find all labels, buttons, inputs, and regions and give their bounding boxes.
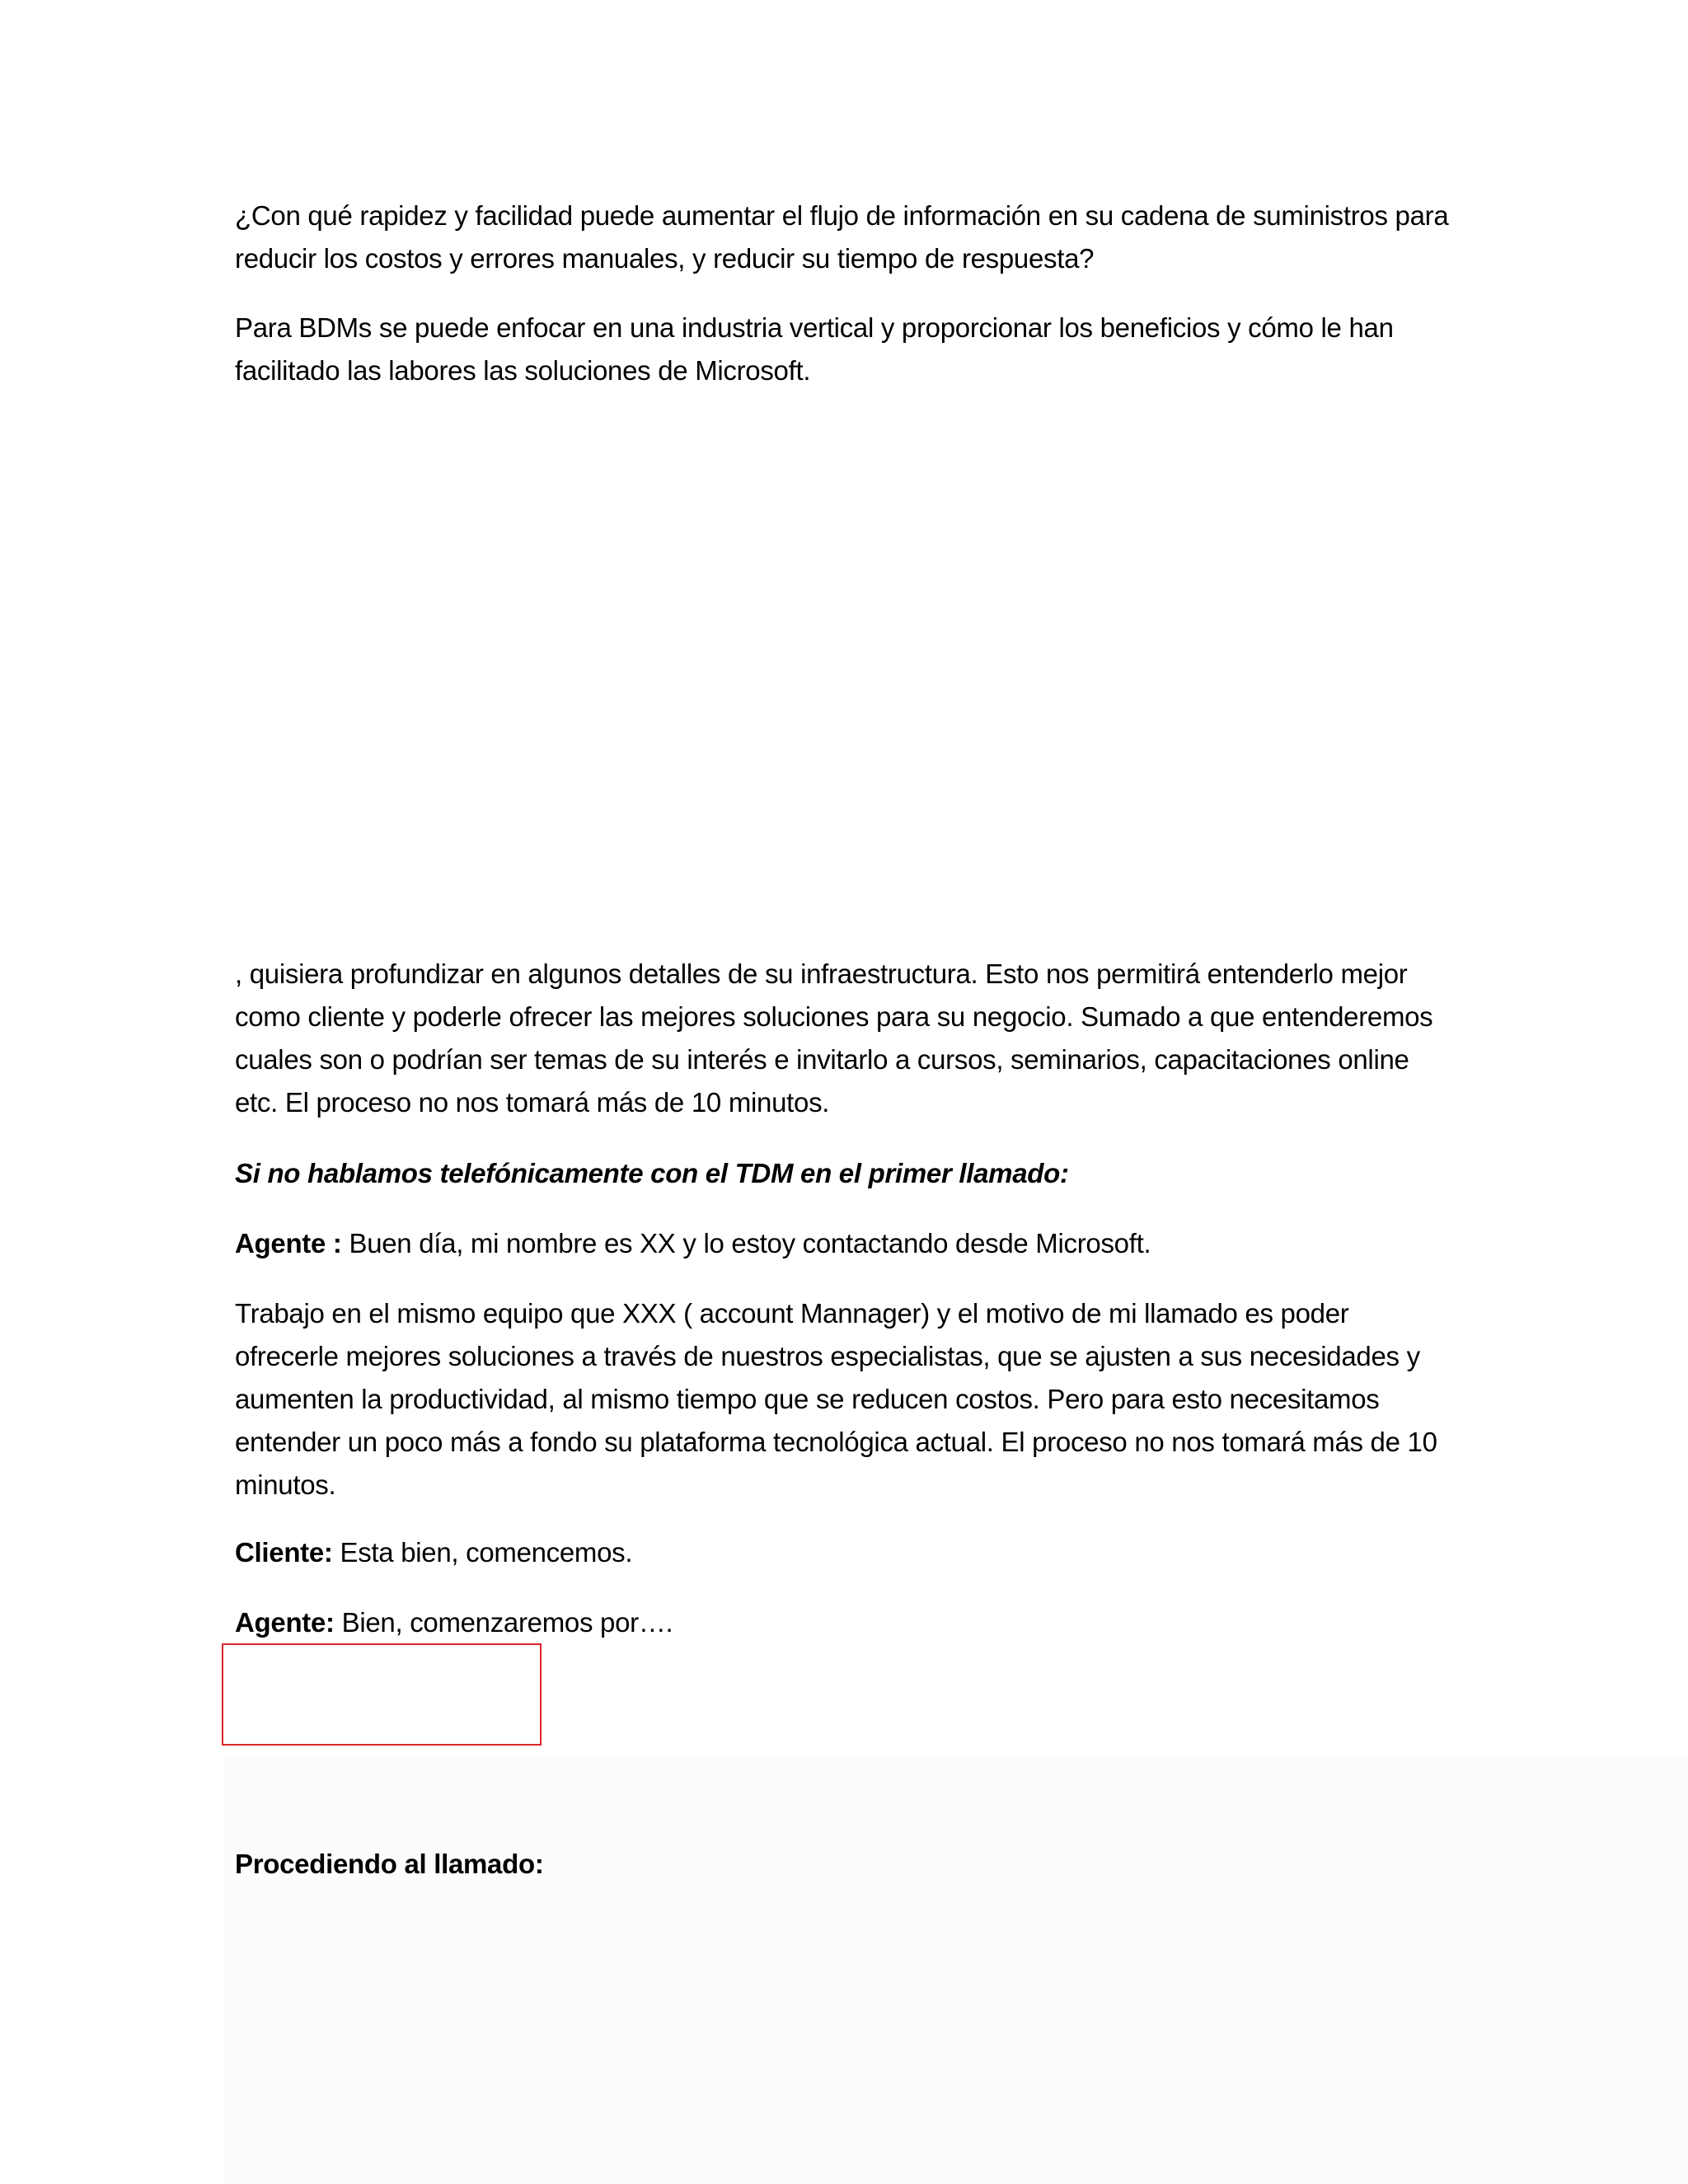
heading-procediendo-llamado: Procediendo al llamado: xyxy=(235,1849,544,1879)
agent-start-text: Bien, comenzaremos por…. xyxy=(334,1607,673,1638)
highlight-box xyxy=(222,1643,542,1746)
lower-shaded-area xyxy=(223,1755,1688,2184)
client-text: Esta bien, comencemos. xyxy=(332,1537,633,1568)
agent-greeting-text: Buen día, mi nombre es XX y lo estoy contactando desde Microsoft. xyxy=(341,1228,1151,1258)
client-line xyxy=(235,1531,1455,1574)
agent-label: Agente: xyxy=(235,1607,335,1638)
paragraph-call-reason: Trabajo en el mismo equipo que XXX ( account Mannager) y el motivo de mi llamado es poder ofrecerle mejores soluciones a través de nuestros especialistas, que se ajusten a sus necesidades y aumenten la productividad, al mismo tiempo que se reducen costos. Pero para esto necesitamos entender un poco más a fondo su plataforma tecnológica actual. El proceso no nos tomará más de 10 minutos. xyxy=(235,1298,1437,1500)
agent-greeting-line xyxy=(235,1222,1455,1265)
client-label: Cliente: xyxy=(235,1537,333,1568)
paragraph-supply-chain-question: ¿Con qué rapidez y facilidad puede aumentar el flujo de información en su cadena de suministros para reducir los costos y errores manuales, y reducir su tiempo de respuesta? xyxy=(235,200,1449,274)
agent-label: Agente : xyxy=(235,1228,342,1258)
agent-start-line xyxy=(235,1601,1455,1644)
paragraph-infrastructure-intro: , quisiera profundizar en algunos detalles de su infraestructura. Esto nos permitirá entenderlo mejor como cliente y poderle ofrecer las mejores soluciones para su negocio. Sumado a que entenderemos cuales son o podrían ser temas de su interés e invitarlo a cursos, seminarios, capacitaciones online etc. El proceso no nos tomará más de 10 minutos. xyxy=(235,958,1433,1118)
heading-no-tdm-first-call: Si no hablamos telefónicamente con el TDM en el primer llamado: xyxy=(235,1158,1069,1188)
paragraph-bdm-note: Para BDMs se puede enfocar en una industria vertical y proporcionar los beneficios y cómo le han facilitado las labores las soluciones de Microsoft. xyxy=(235,312,1394,386)
